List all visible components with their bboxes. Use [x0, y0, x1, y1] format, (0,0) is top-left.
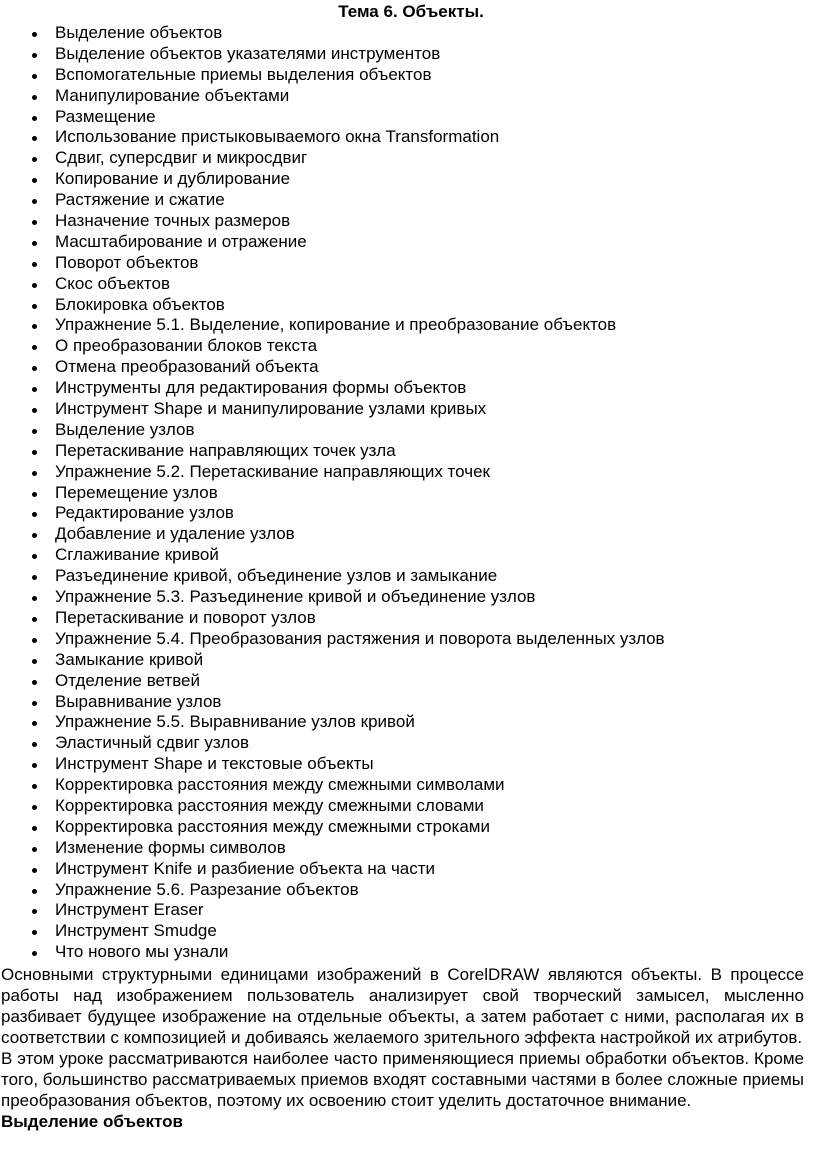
list-item-text: Сдвиг, суперсдвиг и микросдвиг	[55, 148, 308, 168]
list-item	[0, 900, 816, 921]
list-item-text: Вспомогательные приемы выделения объектов	[55, 64, 432, 84]
list-item-text: Эластичный сдвиг узлов	[55, 733, 250, 753]
list-item	[0, 169, 816, 190]
bullet-icon	[32, 366, 37, 371]
bullet-icon	[32, 345, 37, 350]
bullet-icon	[32, 575, 37, 580]
list-item	[0, 315, 816, 336]
list-item	[0, 880, 816, 901]
bullet-icon	[32, 721, 37, 726]
list-item	[0, 608, 816, 629]
list-item-text: Выравнивание узлов	[55, 691, 222, 711]
bullet-icon	[32, 262, 37, 267]
list-item-text: Масштабирование и отражение	[55, 231, 307, 251]
list-item-text: Замыкание кривой	[55, 649, 204, 669]
list-item-text: Разъединение кривой, объединение узлов и замыкание	[55, 566, 498, 586]
section-heading: Выделение объектов	[1, 1112, 183, 1131]
list-item	[0, 232, 816, 253]
bullet-icon	[32, 638, 37, 643]
bullet-icon	[32, 241, 37, 246]
list-item	[0, 483, 816, 504]
bullet-icon	[32, 826, 37, 831]
list-item-text: Поворот объектов	[55, 252, 199, 272]
bullet-icon	[32, 763, 37, 768]
list-item	[0, 587, 816, 608]
list-item-text: Растяжение и сжатие	[55, 190, 225, 210]
bullet-icon	[32, 492, 37, 497]
bullet-icon	[32, 701, 37, 706]
bullet-icon	[32, 95, 37, 100]
list-item	[0, 545, 816, 566]
list-item-text: Перетаскивание и поворот узлов	[55, 607, 316, 627]
bullet-icon	[32, 53, 37, 58]
list-item	[0, 86, 816, 107]
list-item	[0, 399, 816, 420]
list-item	[0, 295, 816, 316]
list-item-text: Инструмент Shape и текстовые объекты	[55, 754, 374, 774]
list-item	[0, 23, 816, 44]
bullet-icon	[32, 283, 37, 288]
intro-paragraph: Основными структурными единицами изображений в CorelDRAW являются объекты. В процессе работы над изображением пользователь анализирует свой творческий замысел, мысленно разбивает будущее изображение на отдельные объекты, а затем работает с ними, располагая их в соответствии с композицией и добиваясь желаемого зрительного эффекта настройкой их атрибутов.	[1, 965, 804, 1047]
bullet-icon	[32, 930, 37, 935]
bullet-icon	[32, 387, 37, 392]
list-item	[0, 817, 816, 838]
list-item	[0, 274, 816, 295]
list-item	[0, 65, 816, 86]
list-item-text: Инструмент Shape и манипулирование узлами кривых	[55, 399, 487, 419]
list-item-text: Инструмент Smudge	[55, 921, 217, 941]
list-item-text: Добавление и удаление узлов	[55, 524, 295, 544]
bullet-icon	[32, 116, 37, 121]
bullet-icon	[32, 471, 37, 476]
bullet-icon	[32, 909, 37, 914]
bullet-icon	[32, 889, 37, 894]
bullet-icon	[32, 74, 37, 79]
bullet-icon	[32, 554, 37, 559]
bullet-icon	[32, 742, 37, 747]
list-item	[0, 921, 816, 942]
list-item	[0, 127, 816, 148]
list-item-text: Скос объектов	[55, 273, 170, 293]
list-item	[0, 336, 816, 357]
list-item-text: Корректировка расстояния между смежными строками	[55, 816, 490, 836]
list-item	[0, 44, 816, 65]
list-item	[0, 566, 816, 587]
bullet-icon	[32, 324, 37, 329]
bullet-icon	[32, 680, 37, 685]
bullet-icon	[32, 512, 37, 517]
bullet-icon	[32, 805, 37, 810]
list-item	[0, 671, 816, 692]
bullet-icon	[32, 220, 37, 225]
bullet-icon	[32, 951, 37, 956]
list-item-text: Упражнение 5.4. Преобразования растяжения и поворота выделенных узлов	[55, 628, 665, 648]
document-title: Тема 6. Объекты.	[338, 2, 484, 21]
list-item	[0, 107, 816, 128]
list-item	[0, 629, 816, 650]
bullet-icon	[32, 304, 37, 309]
list-item-text: Блокировка объектов	[55, 294, 225, 314]
list-item-text: Упражнение 5.2. Перетаскивание направляющих точек	[55, 461, 490, 481]
topic-list	[0, 23, 816, 963]
list-item	[0, 378, 816, 399]
bullet-icon	[32, 136, 37, 141]
list-item-text: Размещение	[55, 106, 156, 126]
list-item	[0, 462, 816, 483]
list-item	[0, 190, 816, 211]
list-item-text: Что нового мы узнали	[55, 942, 229, 962]
list-item	[0, 733, 816, 754]
list-item-text: Корректировка расстояния между смежными символами	[55, 775, 505, 795]
list-item-text: Манипулирование объектами	[55, 85, 290, 105]
list-item	[0, 211, 816, 232]
list-item	[0, 441, 816, 462]
list-item-text: Упражнение 5.5. Выравнивание узлов кривой	[55, 712, 415, 732]
list-item-text: Выделение узлов	[55, 419, 195, 439]
list-item-text: Упражнение 5.3. Разъединение кривой и объединение узлов	[55, 587, 536, 607]
list-item-text: О преобразовании блоков текста	[55, 336, 318, 356]
list-item	[0, 859, 816, 880]
bullet-icon	[32, 617, 37, 622]
list-item-text: Изменение формы символов	[55, 837, 286, 857]
bullet-icon	[32, 847, 37, 852]
list-item-text: Перетаскивание направляющих точек узла	[55, 440, 396, 460]
list-item-text: Выделение объектов указателями инструментов	[55, 43, 441, 63]
list-item	[0, 838, 816, 859]
bullet-icon	[32, 533, 37, 538]
list-item-text: Перемещение узлов	[55, 482, 218, 502]
bullet-icon	[32, 429, 37, 434]
list-item-text: Инструмент Eraser	[55, 900, 204, 920]
list-item	[0, 420, 816, 441]
body-text	[0, 964, 804, 1132]
list-item	[0, 253, 816, 274]
list-item	[0, 650, 816, 671]
list-item-text: Инструмент Knife и разбиение объекта на части	[55, 858, 436, 878]
bullet-icon	[32, 596, 37, 601]
list-item	[0, 148, 816, 169]
list-item	[0, 692, 816, 713]
list-item	[0, 503, 816, 524]
list-item-text: Упражнение 5.1. Выделение, копирование и преобразование объектов	[55, 315, 617, 335]
bullet-icon	[32, 199, 37, 204]
list-item-text: Инструменты для редактирования формы объектов	[55, 378, 467, 398]
list-item	[0, 796, 816, 817]
bullet-icon	[32, 178, 37, 183]
list-item	[0, 942, 816, 963]
list-item-text: Упражнение 5.6. Разрезание объектов	[55, 879, 359, 899]
list-item-text: Копирование и дублирование	[55, 169, 291, 189]
bullet-icon	[32, 659, 37, 664]
list-item-text: Назначение точных размеров	[55, 211, 291, 231]
list-item-text: Корректировка расстояния между смежными словами	[55, 795, 484, 815]
list-item	[0, 357, 816, 378]
list-item	[0, 524, 816, 545]
bullet-icon	[32, 157, 37, 162]
list-item	[0, 712, 816, 733]
list-item-text: Отделение ветвей	[55, 670, 200, 690]
list-item-text: Сглаживание кривой	[55, 545, 219, 565]
list-item	[0, 754, 816, 775]
bullet-icon	[32, 450, 37, 455]
bullet-icon	[32, 784, 37, 789]
list-item	[0, 775, 816, 796]
lesson-paragraph: В этом уроке рассматриваются наиболее часто применяющиеся приемы обработки объектов. Кроме того, большинство рассматриваемых приемов входят составными частями в более сложные приемы преобразования объектов, поэтому их освоению стоит уделить достаточное внимание.	[1, 1049, 804, 1110]
list-item-text: Редактирование узлов	[55, 503, 234, 523]
list-item-text: Отмена преобразований объекта	[55, 357, 319, 377]
bullet-icon	[32, 32, 37, 37]
list-item-text: Выделение объектов	[55, 23, 223, 42]
list-item-text: Использование пристыковываемого окна Transformation	[55, 127, 500, 147]
bullet-icon	[32, 868, 37, 873]
bullet-icon	[32, 408, 37, 413]
